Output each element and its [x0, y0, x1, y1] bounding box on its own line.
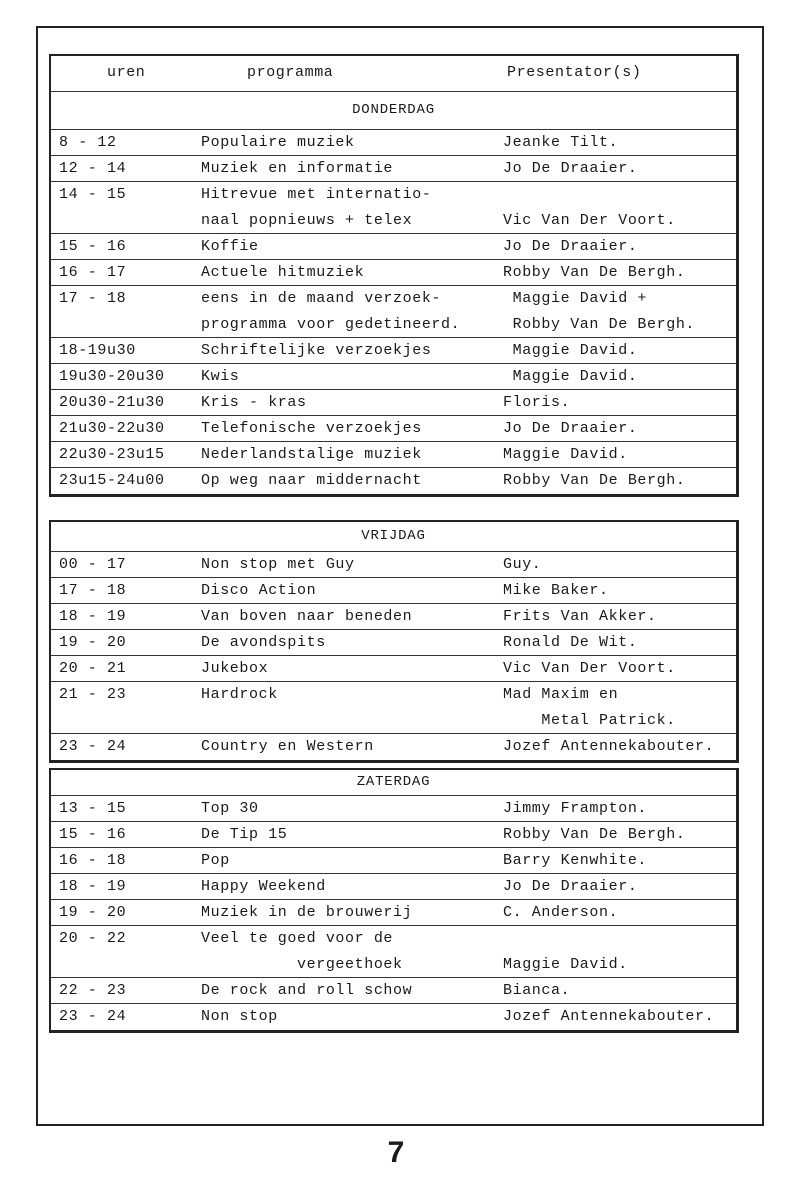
day-heading-row — [51, 92, 736, 130]
table-row — [51, 416, 736, 442]
presenter-cell: Mad Maxim en — [503, 686, 619, 703]
table-row — [51, 286, 736, 338]
presenter-cell: Jo De Draaier. — [503, 160, 638, 177]
presenter-cell: Jimmy Frampton. — [503, 800, 648, 817]
table-row — [51, 234, 736, 260]
table-row — [51, 874, 736, 900]
presenter-cell: Barry Kenwhite. — [503, 852, 648, 869]
program-cell: Kwis — [201, 368, 240, 385]
time-cell: 23 - 24 — [59, 1008, 127, 1025]
time-cell: 21 - 23 — [59, 686, 127, 703]
program-cell: Van boven naar beneden — [201, 608, 413, 625]
time-cell: 17 - 18 — [59, 290, 127, 307]
table-row — [51, 338, 736, 364]
presenter-cell: Maggie David. — [503, 446, 628, 463]
program-cell: De rock and roll schow — [201, 982, 413, 999]
time-cell: 20 - 21 — [59, 660, 127, 677]
presenter-cell: C. Anderson. — [503, 904, 619, 921]
day-heading-row — [51, 522, 736, 552]
program-cell: Top 30 — [201, 800, 259, 817]
presenter-cell-line2: Metal Patrick. — [503, 712, 676, 729]
table-header-row — [51, 56, 736, 92]
table-row — [51, 1004, 736, 1030]
program-cell: Nederlandstalige muziek — [201, 446, 422, 463]
program-cell: Kris - kras — [201, 394, 307, 411]
column-header-presenter: Presentator(s) — [507, 64, 642, 81]
presenter-cell: Robby Van De Bergh. — [503, 264, 686, 281]
program-cell: Populaire muziek — [201, 134, 355, 151]
program-cell: Op weg naar middernacht — [201, 472, 422, 489]
time-cell: 22u30-23u15 — [59, 446, 165, 463]
table-row — [51, 682, 736, 734]
time-cell: 22 - 23 — [59, 982, 127, 999]
program-cell: Muziek en informatie — [201, 160, 394, 177]
time-cell: 15 - 16 — [59, 238, 127, 255]
day-heading-row — [51, 770, 736, 796]
program-cell: Happy Weekend — [201, 878, 326, 895]
table-row — [51, 604, 736, 630]
day-heading: ZATERDAG — [356, 774, 431, 790]
time-cell: 21u30-22u30 — [59, 420, 165, 437]
table-row — [51, 442, 736, 468]
schedule-table-zaterdag — [49, 768, 739, 1033]
time-cell: 18-19u30 — [59, 342, 136, 359]
time-cell: 13 - 15 — [59, 800, 127, 817]
schedule-table-donderdag — [49, 54, 739, 497]
presenter-cell: Jo De Draaier. — [503, 420, 638, 437]
presenter-cell: Jozef Antennekabouter. — [503, 738, 715, 755]
time-cell: 12 - 14 — [59, 160, 127, 177]
presenter-cell: Jo De Draaier. — [503, 238, 638, 255]
time-cell: 16 - 17 — [59, 264, 127, 281]
presenter-cell: Maggie David. — [503, 368, 638, 385]
page-number: 7 — [387, 1136, 405, 1169]
table-row — [51, 900, 736, 926]
program-cell: Hitrevue met internatio- — [201, 186, 432, 203]
program-cell-line2: vergeethoek — [201, 956, 403, 973]
time-cell: 15 - 16 — [59, 826, 127, 843]
presenter-cell-line2: Maggie David. — [503, 956, 628, 973]
program-cell: Jukebox — [201, 660, 269, 677]
table-row — [51, 630, 736, 656]
program-cell: Pop — [201, 852, 230, 869]
program-cell-line2: programma voor gedetineerd. — [201, 316, 461, 333]
time-cell: 20u30-21u30 — [59, 394, 165, 411]
program-cell: Veel te goed voor de — [201, 930, 394, 947]
program-cell-line2: naal popnieuws + telex — [201, 212, 413, 229]
table-row — [51, 130, 736, 156]
presenter-cell: Vic Van Der Voort. — [503, 660, 676, 677]
time-cell: 19 - 20 — [59, 634, 127, 651]
table-row — [51, 390, 736, 416]
day-heading: VRIJDAG — [361, 528, 426, 544]
program-cell: De Tip 15 — [201, 826, 288, 843]
day-heading: DONDERDAG — [352, 102, 435, 118]
presenter-cell: Robby Van De Bergh. — [503, 826, 686, 843]
time-cell: 18 - 19 — [59, 878, 127, 895]
presenter-cell: Jo De Draaier. — [503, 878, 638, 895]
table-row — [51, 796, 736, 822]
table-row — [51, 468, 736, 494]
program-cell: Country en Western — [201, 738, 374, 755]
table-row — [51, 926, 736, 978]
program-cell: De avondspits — [201, 634, 326, 651]
program-cell: Hardrock — [201, 686, 278, 703]
column-header-time: uren — [107, 64, 146, 81]
program-cell: Koffie — [201, 238, 259, 255]
table-row — [51, 182, 736, 234]
presenter-cell: Frits Van Akker. — [503, 608, 657, 625]
presenter-cell: Mike Baker. — [503, 582, 609, 599]
presenter-cell: Bianca. — [503, 982, 571, 999]
table-row — [51, 552, 736, 578]
presenter-cell: Maggie David. — [503, 342, 638, 359]
presenter-cell-line2: Robby Van De Bergh. — [503, 316, 696, 333]
time-cell: 23u15-24u00 — [59, 472, 165, 489]
time-cell: 19u30-20u30 — [59, 368, 165, 385]
time-cell: 16 - 18 — [59, 852, 127, 869]
program-cell: Telefonische verzoekjes — [201, 420, 422, 437]
program-cell: Muziek in de brouwerij — [201, 904, 413, 921]
presenter-cell: Robby Van De Bergh. — [503, 472, 686, 489]
table-row — [51, 822, 736, 848]
presenter-cell: Ronald De Wit. — [503, 634, 638, 651]
program-cell: Disco Action — [201, 582, 317, 599]
table-row — [51, 156, 736, 182]
schedule-table-vrijdag — [49, 520, 739, 763]
presenter-cell-line2: Vic Van Der Voort. — [503, 212, 676, 229]
time-cell: 18 - 19 — [59, 608, 127, 625]
presenter-cell: Guy. — [503, 556, 542, 573]
table-row — [51, 734, 736, 760]
table-row — [51, 364, 736, 390]
time-cell: 17 - 18 — [59, 582, 127, 599]
presenter-cell: Jeanke Tilt. — [503, 134, 619, 151]
table-row — [51, 578, 736, 604]
time-cell: 00 - 17 — [59, 556, 127, 573]
table-row — [51, 656, 736, 682]
time-cell: 23 - 24 — [59, 738, 127, 755]
presenter-cell: Floris. — [503, 394, 571, 411]
time-cell: 20 - 22 — [59, 930, 127, 947]
time-cell: 8 - 12 — [59, 134, 117, 151]
presenter-cell: Maggie David + — [503, 290, 648, 307]
presenter-cell: Jozef Antennekabouter. — [503, 1008, 715, 1025]
table-row — [51, 978, 736, 1004]
program-cell: eens in de maand verzoek- — [201, 290, 442, 307]
table-row — [51, 848, 736, 874]
column-header-program: programma — [247, 64, 334, 81]
time-cell: 14 - 15 — [59, 186, 127, 203]
time-cell: 19 - 20 — [59, 904, 127, 921]
table-row — [51, 260, 736, 286]
program-cell: Actuele hitmuziek — [201, 264, 365, 281]
program-cell: Schriftelijke verzoekjes — [201, 342, 432, 359]
program-cell: Non stop met Guy — [201, 556, 355, 573]
program-cell: Non stop — [201, 1008, 278, 1025]
